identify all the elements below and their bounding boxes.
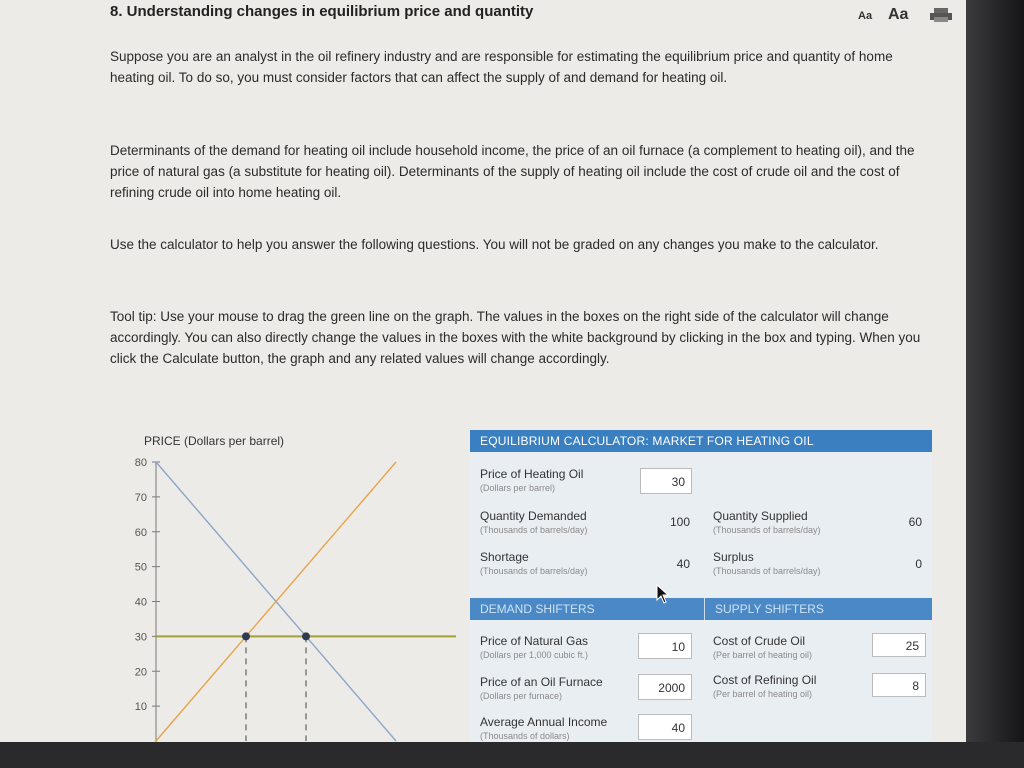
crude-oil-label: Cost of Crude Oil <box>713 634 806 648</box>
shortage-sublabel: (Thousands of barrels/day) <box>480 566 588 576</box>
natural-gas-input[interactable]: 10 <box>638 633 692 659</box>
surplus-value: 0 <box>915 557 922 571</box>
surplus-label: Surplus <box>713 550 754 564</box>
quantity-demanded-label: Quantity Demanded <box>480 509 587 523</box>
income-sublabel: (Thousands of dollars) <box>480 731 570 741</box>
surplus-sublabel: (Thousands of barrels/day) <box>713 566 821 576</box>
income-label: Average Annual Income <box>480 715 608 729</box>
income-input[interactable]: 40 <box>638 714 692 740</box>
increase-text-size-button[interactable]: Aa <box>888 6 909 23</box>
y-tick-label: 60 <box>134 526 147 539</box>
monitor-bezel-bottom <box>0 742 1024 768</box>
mouse-cursor-icon <box>656 584 670 604</box>
shortage-value: 40 <box>676 557 690 571</box>
determinants-paragraph: Determinants of the demand for heating oil include household income, the price of an oil furnace (a complement to heating oil), and the price of natural gas (a substitute for heating oil). Determinants of the supply of heating oil include the cost of crude oil and the cost of refining crude oil into home heating oil. <box>110 143 915 200</box>
natural-gas-label: Price of Natural Gas <box>480 634 589 648</box>
y-tick-label: 70 <box>134 491 147 504</box>
y-tick-label: 10 <box>134 701 147 714</box>
y-tick-label: 20 <box>134 666 147 679</box>
price-sublabel: (Dollars per barrel) <box>480 483 556 493</box>
shortage-label: Shortage <box>480 550 529 564</box>
oil-furnace-input[interactable]: 2000 <box>638 674 692 700</box>
refining-label: Cost of Refining Oil <box>713 673 817 687</box>
tool-tip-paragraph: Tool tip: Use your mouse to drag the green line on the graph. The values in the boxes on the right side of the calculator will change accordingly. You can also directly change the values in the boxes with the white background by clicking in the box and typing. When you click the Calculate button, the graph and any related values will change accordingly. <box>110 309 921 366</box>
decrease-text-size-button[interactable]: Aa <box>858 10 873 22</box>
y-tick-label: 50 <box>134 561 147 574</box>
oil-furnace-label: Price of an Oil Furnace <box>480 675 603 689</box>
crude-oil-sublabel: (Per barrel of heating oil) <box>713 650 813 660</box>
quantity-supplied-value: 60 <box>908 515 922 529</box>
oil-furnace-sublabel: (Dollars per furnace) <box>480 691 563 701</box>
demand-shifters-header: DEMAND SHIFTERS <box>470 598 704 620</box>
natural-gas-sublabel: (Dollars per 1,000 cubic ft.) <box>480 650 589 660</box>
intro-paragraph: Suppose you are an analyst in the oil refinery industry and are responsible for estimating the equilibrium price and quantity of home heating oil. To do so, you must consider factors that can affect the supply of and demand for heating oil. <box>110 49 893 85</box>
quantity-demanded-value: 100 <box>669 515 690 529</box>
price-label: Price of Heating Oil <box>480 467 584 481</box>
quantity-demanded-point <box>302 632 310 640</box>
monitor-bezel-right <box>966 0 1024 768</box>
price-input[interactable]: 30 <box>640 468 692 494</box>
calculator-title: EQUILIBRIUM CALCULATOR: MARKET FOR HEATING OIL <box>470 430 932 452</box>
supply-demand-graph[interactable] <box>112 428 468 748</box>
y-axis-label: PRICE (Dollars per barrel) <box>144 434 285 448</box>
calculator-instructions-paragraph: Use the calculator to help you answer the following questions. You will not be graded on any changes you make to the calculator. <box>110 237 879 252</box>
y-tick-label: 80 <box>134 457 147 469</box>
refining-input[interactable]: 8 <box>872 673 926 697</box>
y-tick-label: 30 <box>134 631 147 644</box>
quantity-supplied-point <box>242 632 250 640</box>
y-tick-label: 40 <box>134 596 147 609</box>
question-title: 8. Understanding changes in equilibrium price and quantity <box>110 3 534 20</box>
crude-oil-input[interactable]: 25 <box>872 633 926 657</box>
print-icon[interactable] <box>930 8 952 22</box>
quantity-demanded-sublabel: (Thousands of barrels/day) <box>480 525 588 535</box>
refining-sublabel: (Per barrel of heating oil) <box>713 689 813 699</box>
supply-shifters-header: SUPPLY SHIFTERS <box>704 598 932 620</box>
quantity-supplied-sublabel: (Thousands of barrels/day) <box>713 525 821 535</box>
quantity-supplied-label: Quantity Supplied <box>713 509 808 523</box>
